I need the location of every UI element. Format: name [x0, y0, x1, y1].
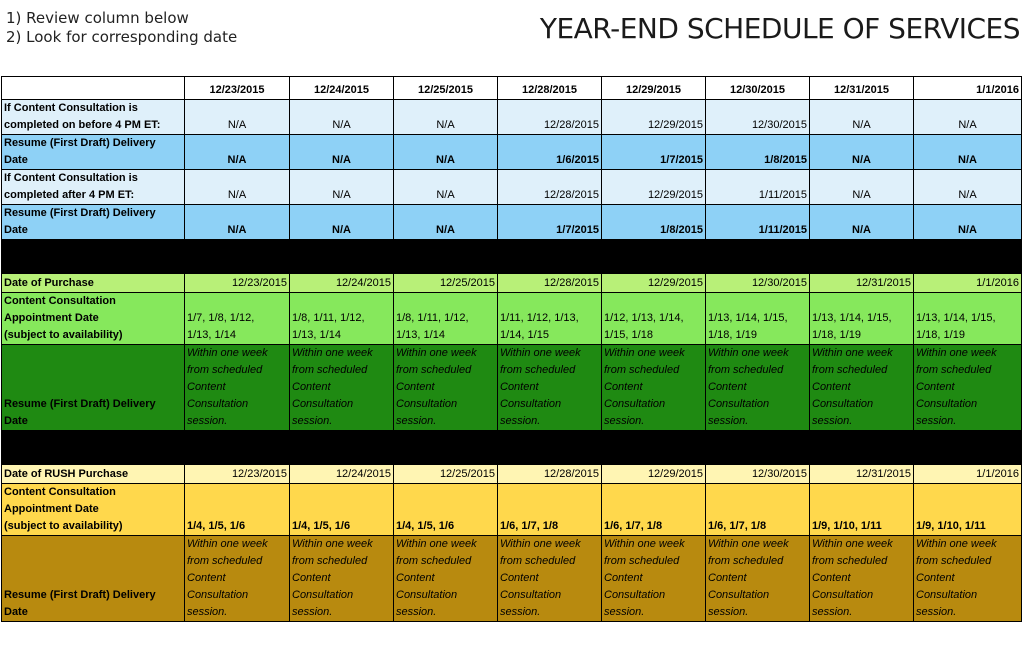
cell-line: Consultation: [708, 589, 770, 601]
value-cell: [914, 345, 1022, 431]
value-cell: [394, 536, 498, 622]
value-cell: 12/23/2015: [185, 274, 290, 293]
cell-line: Consultation: [812, 398, 874, 410]
cell-line: Content: [292, 381, 331, 393]
cell-line: Consultation: [187, 589, 249, 601]
cell-line: Content: [604, 572, 643, 584]
value-cell: [498, 536, 602, 622]
instruction-line: 1) Review column below: [6, 9, 189, 27]
cell-line: 1/13, 1/14, 1/15,: [812, 312, 892, 324]
value-cell: N/A: [185, 135, 290, 170]
schedule-table: [1, 76, 1022, 622]
cell-line: session.: [292, 606, 333, 618]
date-header-row: [2, 77, 1022, 100]
cell-line: session.: [916, 415, 957, 427]
cell-line: Content: [500, 381, 539, 393]
value-cell: N/A: [290, 135, 394, 170]
cell-line: 1/11, 1/12, 1/13,: [500, 312, 579, 324]
cell-line: Content: [396, 381, 435, 393]
cell-line: from scheduled: [708, 364, 784, 376]
cell-line: 1/13, 1/14: [292, 329, 341, 341]
cell-line: 1/8, 1/11, 1/12,: [396, 312, 469, 324]
value-cell: N/A: [290, 100, 394, 135]
cell-line: 1/13, 1/14, 1/15,: [916, 312, 996, 324]
row-label-line: completed after 4 PM ET:: [4, 189, 135, 201]
section-separator: [2, 431, 1022, 465]
value-cell: [706, 345, 810, 431]
cell-line: Content: [812, 572, 851, 584]
value-cell: 1/9, 1/10, 1/11: [914, 484, 1022, 536]
value-cell: [706, 536, 810, 622]
cell-line: Within one week: [187, 347, 268, 359]
value-cell: 12/28/2015: [498, 170, 602, 205]
cell-line: session.: [500, 606, 541, 618]
cell-line: Consultation: [396, 398, 458, 410]
rush-appointment-date-row: [2, 484, 1022, 536]
cell-line: from scheduled: [812, 364, 888, 376]
separator-cell: [2, 240, 1022, 274]
value-cell: 12/24/2015: [290, 465, 394, 484]
row-label-line: Date: [4, 415, 28, 427]
value-cell: [290, 345, 394, 431]
cell-line: session.: [292, 415, 333, 427]
cell-line: Within one week: [500, 538, 581, 550]
cell-line: Consultation: [812, 589, 874, 601]
cell-line: Consultation: [916, 398, 978, 410]
row-label: [2, 170, 185, 205]
cell-line: Within one week: [708, 347, 789, 359]
value-cell: 12/30/2015: [706, 100, 810, 135]
value-cell: [602, 293, 706, 345]
cell-line: from scheduled: [916, 364, 992, 376]
value-cell: 12/29/2015: [602, 465, 706, 484]
cell-line: 1/15, 1/18: [604, 329, 653, 341]
value-cell: [602, 345, 706, 431]
cell-line: 1/14, 1/15: [500, 329, 549, 341]
value-cell: N/A: [810, 170, 914, 205]
value-cell: 12/29/2015: [602, 100, 706, 135]
cell-line: Within one week: [604, 538, 685, 550]
row-label-line: Appointment Date: [4, 312, 99, 324]
cell-line: from scheduled: [604, 555, 680, 567]
value-cell: 1/7/2015: [498, 205, 602, 240]
row-label-line: Appointment Date: [4, 503, 99, 515]
value-cell: 1/4, 1/5, 1/6: [185, 484, 290, 536]
row-label-line: Date: [4, 606, 28, 618]
date-header-cell: 12/30/2015: [706, 77, 810, 100]
instruction-line: 2) Look for corresponding date: [6, 28, 238, 46]
cell-line: session.: [500, 415, 541, 427]
cell-line: Consultation: [396, 589, 458, 601]
row-label-line: Resume (First Draft) Delivery: [4, 137, 156, 149]
cell-line: session.: [708, 606, 749, 618]
value-cell: N/A: [914, 170, 1022, 205]
value-cell: [602, 536, 706, 622]
separator-cell: [2, 431, 1022, 465]
value-cell: [290, 293, 394, 345]
cell-line: session.: [187, 606, 228, 618]
value-cell: [394, 293, 498, 345]
value-cell: 12/31/2015: [810, 274, 914, 293]
value-cell: [810, 345, 914, 431]
cell-line: Within one week: [812, 538, 893, 550]
cell-line: from scheduled: [812, 555, 888, 567]
cell-line: session.: [812, 415, 853, 427]
cell-line: session.: [604, 415, 645, 427]
row-label: [2, 135, 185, 170]
cell-line: Content: [187, 572, 226, 584]
cell-line: Content: [812, 381, 851, 393]
row-label-line: Date: [4, 224, 28, 236]
row-label: [2, 536, 185, 622]
cell-line: 1/18, 1/19: [708, 329, 757, 341]
value-cell: 12/31/2015: [810, 465, 914, 484]
cell-line: session.: [916, 606, 957, 618]
cell-line: Within one week: [396, 538, 477, 550]
date-of-purchase-row: [2, 274, 1022, 293]
row-label: Date of Purchase: [2, 274, 185, 293]
delivery-date-row: [2, 205, 1022, 240]
row-label-line: If Content Consultation is: [4, 102, 138, 114]
rush-delivery-date-row: [2, 536, 1022, 622]
header-corner-cell: [2, 77, 185, 100]
value-cell: 12/29/2015: [602, 170, 706, 205]
cell-line: Consultation: [604, 398, 666, 410]
delivery-date-row: [2, 345, 1022, 431]
value-cell: 1/8/2015: [706, 135, 810, 170]
consultation-before-4pm-row: [2, 100, 1022, 135]
cell-line: Consultation: [292, 589, 354, 601]
value-cell: 12/30/2015: [706, 465, 810, 484]
value-cell: N/A: [914, 135, 1022, 170]
appointment-date-row: [2, 293, 1022, 345]
row-label-line: Date: [4, 154, 28, 166]
date-header-cell: 12/25/2015: [394, 77, 498, 100]
value-cell: N/A: [810, 100, 914, 135]
row-label-line: (subject to availability): [4, 520, 123, 532]
cell-line: Within one week: [292, 347, 373, 359]
cell-line: Consultation: [187, 398, 249, 410]
cell-line: Consultation: [500, 589, 562, 601]
cell-line: Consultation: [500, 398, 562, 410]
value-cell: [498, 293, 602, 345]
section-separator: [2, 240, 1022, 274]
value-cell: [290, 536, 394, 622]
row-label-line: (subject to availability): [4, 329, 123, 341]
cell-line: Within one week: [396, 347, 477, 359]
value-cell: [185, 293, 290, 345]
value-cell: [498, 345, 602, 431]
page-header: [0, 0, 1024, 74]
value-cell: 12/30/2015: [706, 274, 810, 293]
value-cell: N/A: [914, 100, 1022, 135]
value-cell: 12/28/2015: [498, 274, 602, 293]
cell-line: Consultation: [292, 398, 354, 410]
delivery-date-row: [2, 135, 1022, 170]
row-label-line: If Content Consultation is: [4, 172, 138, 184]
cell-line: Within one week: [604, 347, 685, 359]
row-label-line: Resume (First Draft) Delivery: [4, 589, 156, 601]
row-label-line: Resume (First Draft) Delivery: [4, 207, 156, 219]
cell-line: Content: [187, 381, 226, 393]
date-header-cell: 12/23/2015: [185, 77, 290, 100]
date-header-cell: 12/29/2015: [602, 77, 706, 100]
cell-line: from scheduled: [500, 555, 576, 567]
value-cell: [394, 345, 498, 431]
value-cell: N/A: [810, 205, 914, 240]
row-label-line: Content Consultation: [4, 486, 116, 498]
page-title: YEAR-END SCHEDULE OF SERVICES: [539, 12, 1020, 45]
cell-line: Within one week: [812, 347, 893, 359]
value-cell: N/A: [185, 100, 290, 135]
cell-line: 1/13, 1/14: [396, 329, 445, 341]
value-cell: [810, 536, 914, 622]
value-cell: 1/9, 1/10, 1/11: [810, 484, 914, 536]
cell-line: from scheduled: [187, 364, 263, 376]
value-cell: 1/7/2015: [602, 135, 706, 170]
cell-line: from scheduled: [396, 555, 472, 567]
value-cell: N/A: [394, 205, 498, 240]
cell-line: Content: [292, 572, 331, 584]
cell-line: from scheduled: [187, 555, 263, 567]
value-cell: N/A: [185, 170, 290, 205]
cell-line: Consultation: [604, 589, 666, 601]
cell-line: Content: [604, 381, 643, 393]
cell-line: session.: [396, 415, 437, 427]
cell-line: Content: [708, 572, 747, 584]
cell-line: Content: [396, 572, 435, 584]
cell-line: session.: [604, 606, 645, 618]
value-cell: N/A: [290, 170, 394, 205]
cell-line: from scheduled: [396, 364, 472, 376]
cell-line: Within one week: [292, 538, 373, 550]
value-cell: 1/6/2015: [498, 135, 602, 170]
value-cell: 1/6, 1/7, 1/8: [602, 484, 706, 536]
cell-line: 1/13, 1/14, 1/15,: [708, 312, 788, 324]
instructions: [6, 9, 237, 47]
cell-line: from scheduled: [916, 555, 992, 567]
row-label: [2, 293, 185, 345]
value-cell: N/A: [914, 205, 1022, 240]
value-cell: 12/25/2015: [394, 465, 498, 484]
value-cell: [810, 293, 914, 345]
cell-line: Content: [916, 381, 955, 393]
cell-line: 1/18, 1/19: [812, 329, 861, 341]
value-cell: 1/6, 1/7, 1/8: [706, 484, 810, 536]
date-header-cell: 12/24/2015: [290, 77, 394, 100]
value-cell: N/A: [810, 135, 914, 170]
value-cell: N/A: [394, 135, 498, 170]
value-cell: [185, 345, 290, 431]
cell-line: Content: [708, 381, 747, 393]
row-label-line: Resume (First Draft) Delivery: [4, 398, 156, 410]
cell-line: session.: [187, 415, 228, 427]
row-label: Date of RUSH Purchase: [2, 465, 185, 484]
value-cell: [914, 293, 1022, 345]
date-of-rush-purchase-row: [2, 465, 1022, 484]
cell-line: from scheduled: [708, 555, 784, 567]
value-cell: [706, 293, 810, 345]
cell-line: Consultation: [708, 398, 770, 410]
cell-line: 1/8, 1/11, 1/12,: [292, 312, 365, 324]
cell-line: session.: [396, 606, 437, 618]
value-cell: 1/8/2015: [602, 205, 706, 240]
value-cell: N/A: [394, 100, 498, 135]
cell-line: session.: [708, 415, 749, 427]
cell-line: Within one week: [708, 538, 789, 550]
cell-line: from scheduled: [500, 364, 576, 376]
cell-line: Within one week: [916, 347, 997, 359]
cell-line: 1/18, 1/19: [916, 329, 965, 341]
value-cell: 12/25/2015: [394, 274, 498, 293]
value-cell: N/A: [394, 170, 498, 205]
value-cell: 1/11/2015: [706, 205, 810, 240]
cell-line: Within one week: [187, 538, 268, 550]
cell-line: from scheduled: [292, 364, 368, 376]
cell-line: Content: [916, 572, 955, 584]
value-cell: N/A: [185, 205, 290, 240]
value-cell: 12/28/2015: [498, 100, 602, 135]
row-label: [2, 100, 185, 135]
cell-line: 1/7, 1/8, 1/12,: [187, 312, 255, 324]
cell-line: Consultation: [916, 589, 978, 601]
date-header-cell: 1/1/2016: [914, 77, 1022, 100]
cell-line: 1/13, 1/14: [187, 329, 236, 341]
value-cell: 1/6, 1/7, 1/8: [498, 484, 602, 536]
value-cell: 1/4, 1/5, 1/6: [290, 484, 394, 536]
row-label: [2, 345, 185, 431]
value-cell: 1/1/2016: [914, 274, 1022, 293]
value-cell: 12/24/2015: [290, 274, 394, 293]
value-cell: 12/28/2015: [498, 465, 602, 484]
value-cell: 1/1/2016: [914, 465, 1022, 484]
row-label: [2, 205, 185, 240]
row-label: [2, 484, 185, 536]
cell-line: Within one week: [916, 538, 997, 550]
cell-line: from scheduled: [604, 364, 680, 376]
value-cell: [914, 536, 1022, 622]
cell-line: Within one week: [500, 347, 581, 359]
value-cell: 12/29/2015: [602, 274, 706, 293]
value-cell: 12/23/2015: [185, 465, 290, 484]
cell-line: Content: [500, 572, 539, 584]
cell-line: from scheduled: [292, 555, 368, 567]
consultation-after-4pm-row: [2, 170, 1022, 205]
value-cell: 1/4, 1/5, 1/6: [394, 484, 498, 536]
value-cell: 1/11/2015: [706, 170, 810, 205]
cell-line: 1/12, 1/13, 1/14,: [604, 312, 684, 324]
row-label-line: completed on before 4 PM ET:: [4, 119, 161, 131]
date-header-cell: 12/31/2015: [810, 77, 914, 100]
row-label-line: Content Consultation: [4, 295, 116, 307]
value-cell: [185, 536, 290, 622]
value-cell: N/A: [290, 205, 394, 240]
cell-line: session.: [812, 606, 853, 618]
date-header-cell: 12/28/2015: [498, 77, 602, 100]
